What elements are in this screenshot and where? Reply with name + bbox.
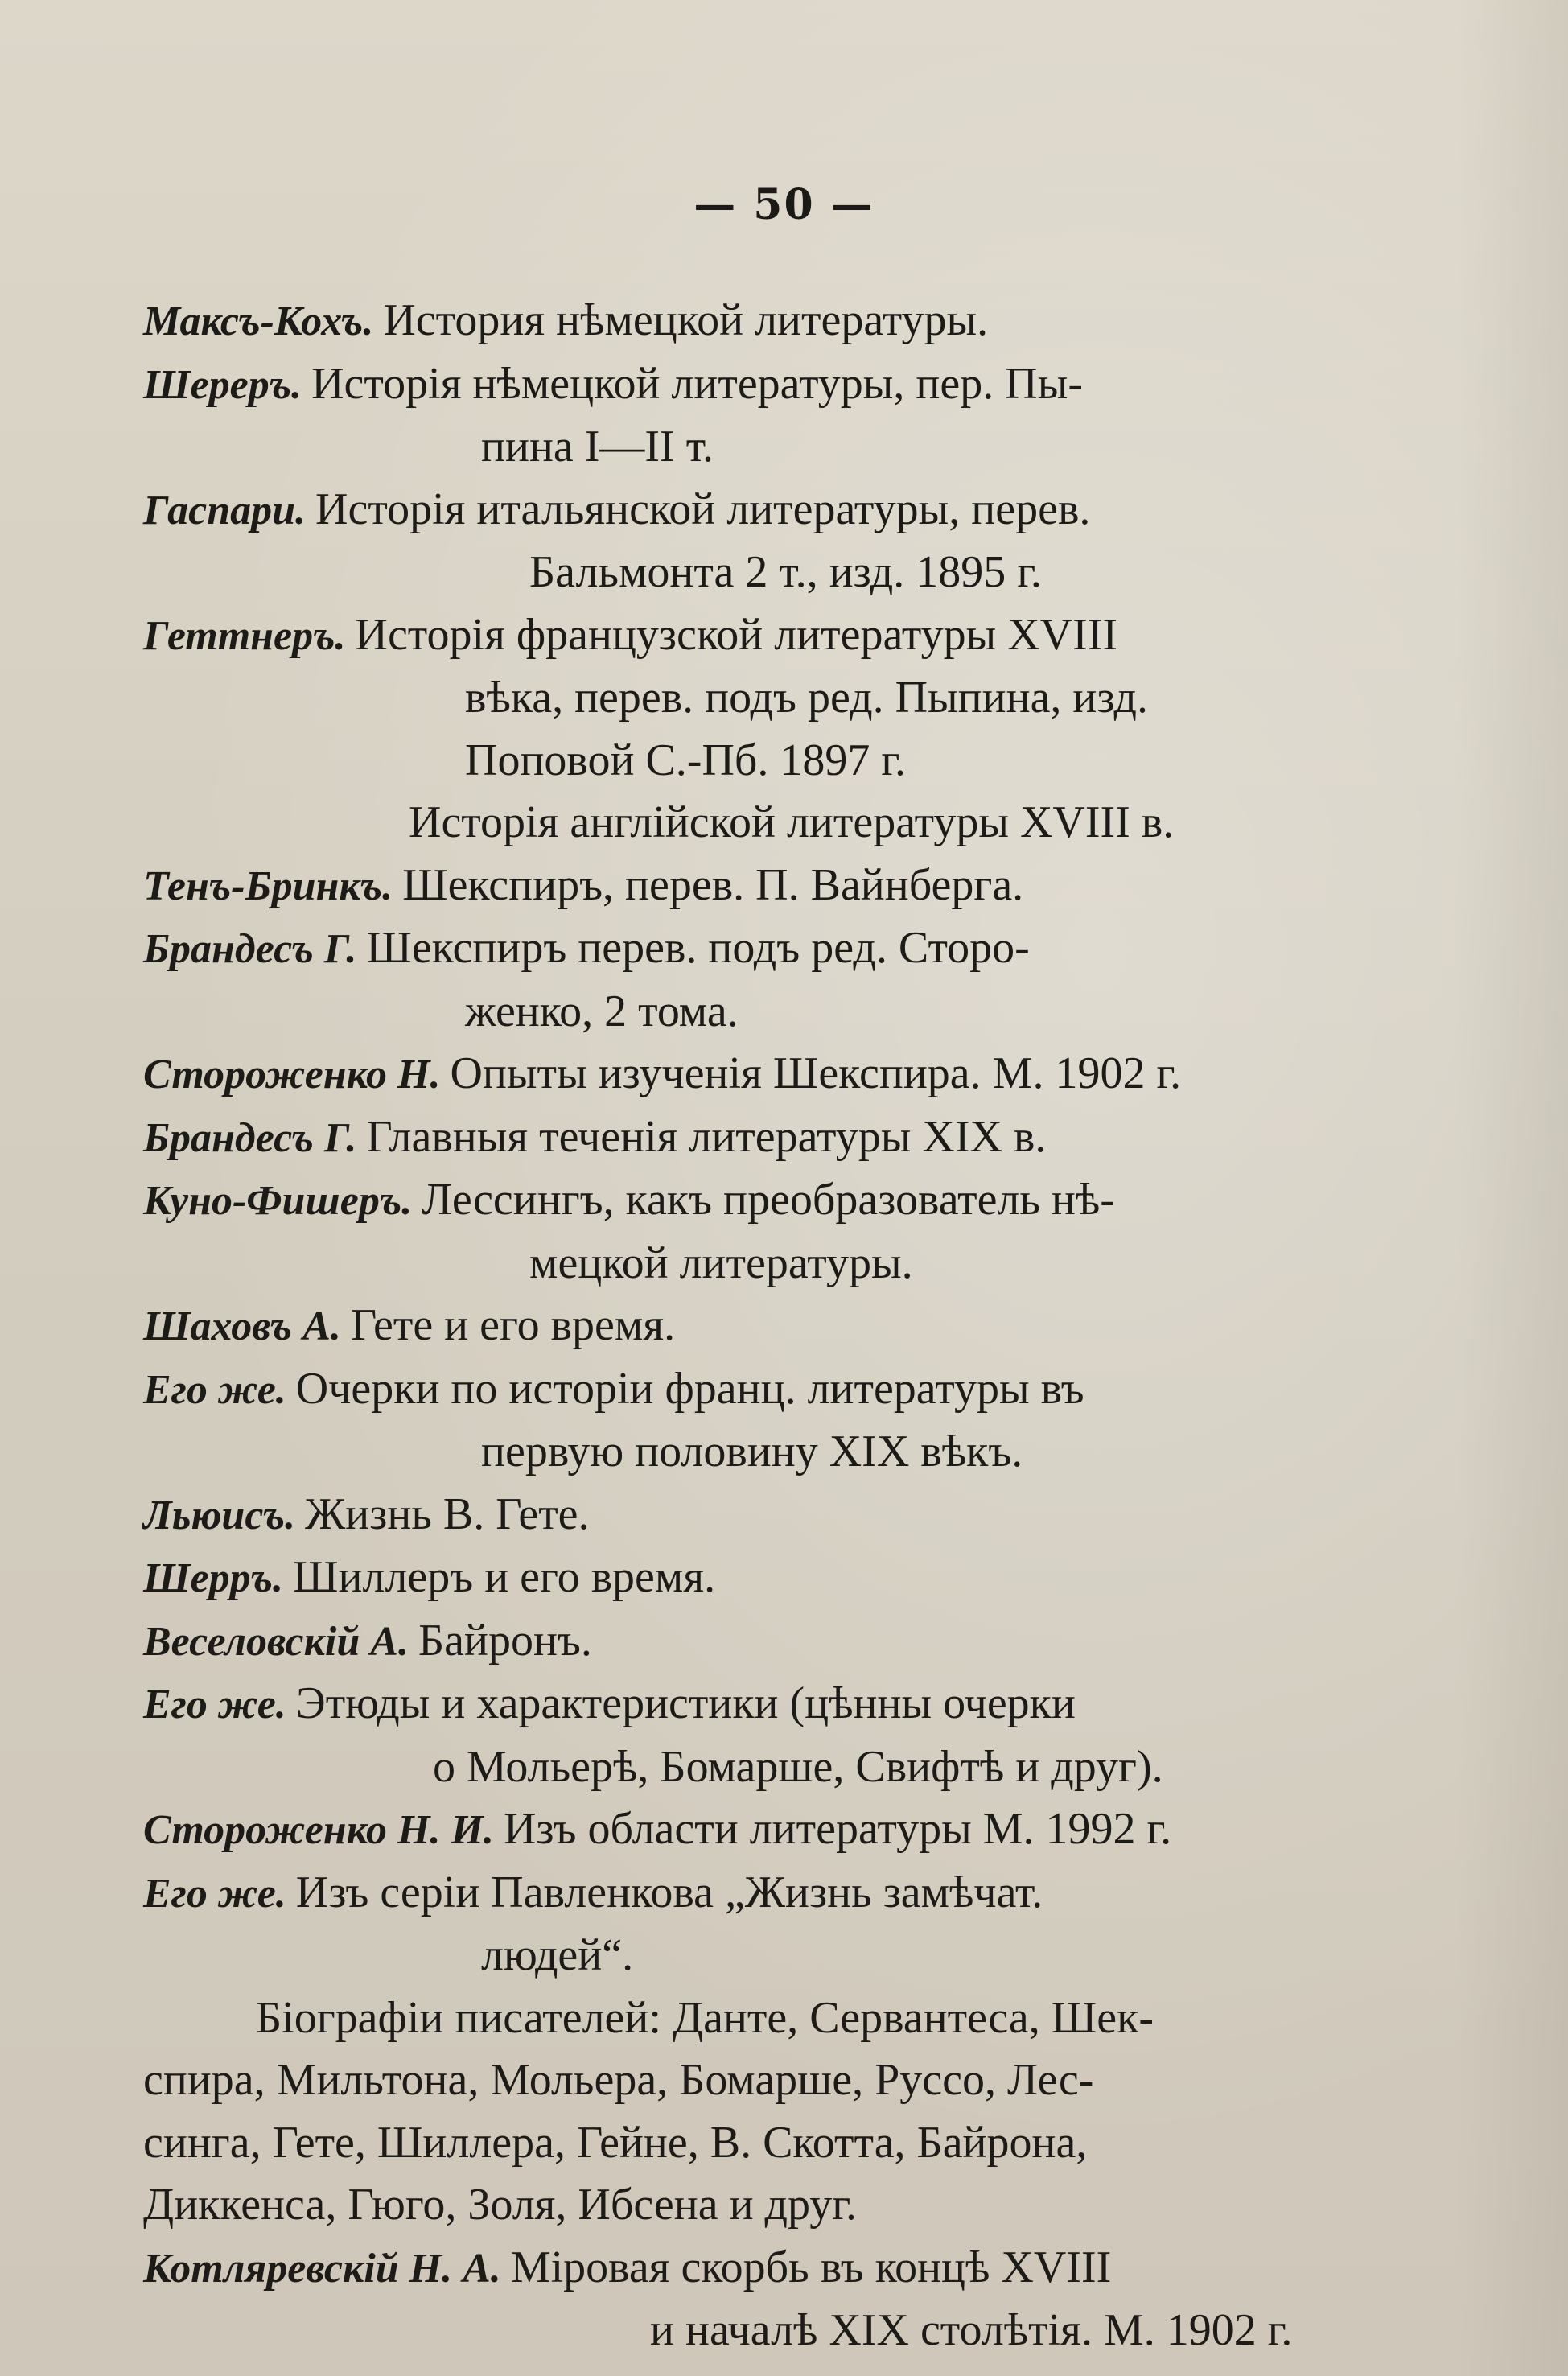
entry-text: и началѣ XIX столѣтiя. М. 1902 г.: [650, 2305, 1293, 2355]
entry-text: Диккенса, Гюго, Золя, Ибсена и друг.: [143, 2180, 857, 2230]
entry-text: Мiровая скорбь въ концѣ XVIII: [510, 2242, 1112, 2292]
bibliography-entry: [143, 2237, 1479, 2362]
entry-text: Исторiя нѣмецкой литературы, пер. Пы-: [311, 358, 1083, 409]
bibliography-entry: [143, 290, 1479, 353]
bibliography-entry: [143, 479, 1479, 604]
entry-text: о Мольерѣ, Бомарше, Свифтѣ и друг).: [433, 1741, 1163, 1792]
entry-text: Шекспиръ, перев. П. Вайнберга.: [402, 859, 1024, 910]
entry-text: синга, Гете, Шиллера, Гейне, В. Скотта, Байрона,: [143, 2117, 1088, 2168]
entry-text: Гете и его время.: [350, 1300, 676, 1350]
bibliography-entry: [143, 1295, 1479, 1358]
entry-text: Исторiя итальянской литературы, перев.: [315, 484, 1091, 534]
bibliography-entry: [143, 1862, 1479, 1987]
entry-text: Опыты изученiя Шекспира. М. 1902 г.: [450, 1048, 1182, 1098]
entry-author: Брандесъ Г.: [143, 1114, 357, 1161]
entry-text: Поповой С.-Пб. 1897 г.: [465, 735, 907, 785]
entry-text: мецкой литературы.: [529, 1237, 913, 1288]
entry-text: Изъ серiи Павленкова „Жизнь замѣчат.: [295, 1867, 1043, 1917]
entry-text: Бiографiи писателей: Данте, Сервантеса, Шек-: [256, 1992, 1154, 2043]
entry-text: Лессингъ, какъ преобразователь нѣ-: [422, 1175, 1115, 1225]
entry-text: Бальмонта 2 т., изд. 1895 г.: [529, 547, 1042, 597]
bibliography-entry: [143, 1358, 1479, 1484]
bibliography-list: [143, 290, 1479, 2362]
entry-text: Исторiя англiйской литературы XVIII в.: [409, 797, 1175, 847]
entry-author: Котляревскiй Н. А.: [143, 2245, 501, 2292]
entry-text: пина I—II т.: [481, 422, 714, 471]
bibliography-entry: [143, 1610, 1479, 1674]
entry-text: Исторiя французской литературы XVIII: [355, 609, 1118, 660]
entry-author: Куно-Фишеръ.: [143, 1178, 413, 1224]
bibliography-entry: [143, 1673, 1479, 1798]
entry-author: Шереръ.: [143, 361, 302, 408]
entry-author: Шерръ.: [143, 1555, 284, 1601]
bibliography-entry: [143, 1169, 1479, 1295]
entry-author: Его же.: [143, 1682, 286, 1727]
bibliography-entry: [143, 1798, 1479, 1862]
entry-author: Стороженко Н. И.: [143, 1807, 494, 1853]
bibliography-entry: [143, 353, 1479, 479]
entry-text: Байронъ.: [418, 1615, 592, 1666]
entry-text: Этюды и характеристики (цѣнны очерки: [295, 1678, 1076, 1728]
entry-text: спира, Мильтона, Мольера, Бомарше, Руссо, Лес-: [143, 2055, 1094, 2105]
entry-text: Главныя теченiя литературы XIX в.: [366, 1111, 1047, 1162]
bibliography-entry: [143, 792, 1479, 854]
entry-text: Шекспиръ перев. подъ ред. Сторо-: [366, 923, 1030, 973]
entry-author: Веселовскiй А.: [143, 1618, 409, 1665]
entry-text: первую половину XIX вѣкъ.: [481, 1427, 1023, 1476]
entry-author: Тенъ-Бринкъ.: [143, 863, 393, 909]
entry-author: Гаспари.: [143, 487, 307, 533]
entry-author: Брандесъ Г.: [143, 926, 357, 972]
biographies-paragraph: [143, 1987, 1479, 2237]
page-number: — 50 —: [693, 180, 875, 229]
bibliography-entry: [143, 917, 1479, 1043]
bibliography-entry: [143, 1484, 1479, 1547]
entry-text: История нѣмецкой литературы.: [383, 295, 989, 345]
bibliography-entry: [143, 1043, 1479, 1106]
entry-author: Льюисъ.: [143, 1492, 296, 1538]
bibliography-entry: [143, 854, 1479, 918]
bibliography-entry: [143, 1106, 1479, 1170]
entry-text: вѣка, перев. подъ ред. Пыпина, изд.: [465, 673, 1148, 723]
entry-text: людей“.: [481, 1930, 634, 1980]
entry-text: Шиллеръ и его время.: [293, 1552, 716, 1602]
entry-author: Шаховъ А.: [143, 1303, 341, 1349]
entry-author: Его же.: [143, 1366, 286, 1413]
entry-text: женко, 2 тома.: [465, 986, 739, 1036]
entry-text: Очерки по исторiи франц. литературы въ: [295, 1363, 1084, 1414]
entry-text: Жизнь В. Гете.: [305, 1489, 590, 1539]
entry-author: Стороженко Н.: [143, 1052, 441, 1097]
bibliography-entry: [143, 1546, 1479, 1610]
entry-text: Изъ области литературы М. 1992 г.: [503, 1804, 1172, 1854]
bibliography-entry: [143, 604, 1479, 793]
entry-author: Его же.: [143, 1870, 286, 1917]
entry-author: Геттнеръ.: [143, 612, 346, 659]
entry-author: Максъ-Кохъ.: [143, 299, 374, 344]
